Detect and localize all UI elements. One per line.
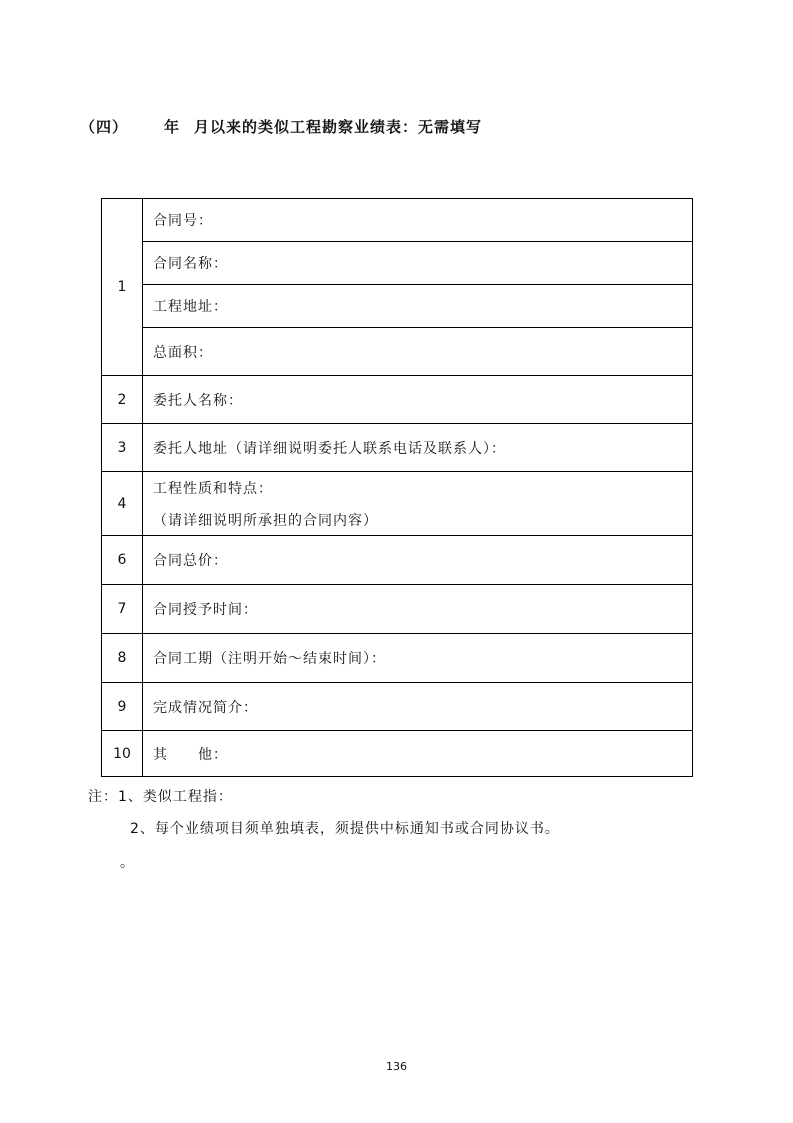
table-row [102,376,693,424]
table-row [102,285,693,328]
table-row [102,536,693,585]
project-nature-label: 工程性质和特点： [153,480,273,497]
performance-table [101,198,693,777]
contract-name-field: 合同名称： [143,242,693,285]
project-nature-sublabel: （请详细说明所承担的合同内容） [153,512,378,529]
contract-period-field: 合同工期（注明开始～结束时间）： [143,634,693,683]
heading-year: 年 [164,118,181,136]
heading-prefix: （四） [80,118,129,136]
row-number: 2 [102,376,143,424]
row-number: 4 [102,472,143,536]
total-area-field: 总面积： [143,328,693,376]
row-number: 1 [102,199,143,376]
award-date-field: 合同授予时间： [143,585,693,634]
table-row [102,328,693,376]
page-number: 136 [386,1060,407,1073]
table-row [102,472,693,536]
row-number: 3 [102,424,143,472]
notes [88,786,560,871]
row-number: 10 [102,731,143,777]
heading-title: 月以来的类似工程勘察业绩表：无需填写 [194,118,483,136]
contract-number-field: 合同号： [143,199,693,242]
client-name-field: 委托人名称： [143,376,693,424]
other-field: 其 他： [143,731,693,777]
section-heading [80,116,482,137]
table-row [102,683,693,731]
row-number: 8 [102,634,143,683]
table-row [102,424,693,472]
table-row [102,731,693,777]
table-row [102,634,693,683]
client-address-field: 委托人地址（请详细说明委托人联系电话及联系人）： [143,424,693,472]
row-number: 9 [102,683,143,731]
project-address-field: 工程地址： [143,285,693,328]
row-number: 7 [102,585,143,634]
completion-summary-field: 完成情况简介： [143,683,693,731]
row-number: 6 [102,536,143,585]
table-row [102,199,693,242]
note-2: 2、每个业绩项目须单独填表，须提供中标通知书或合同协议书。 [130,821,560,837]
note-3: 。 [120,855,135,871]
table-row [102,585,693,634]
note-1: 注：1、类似工程指： [88,789,233,805]
contract-price-field: 合同总价： [143,536,693,585]
project-nature-field [143,472,693,536]
table-row [102,242,693,285]
